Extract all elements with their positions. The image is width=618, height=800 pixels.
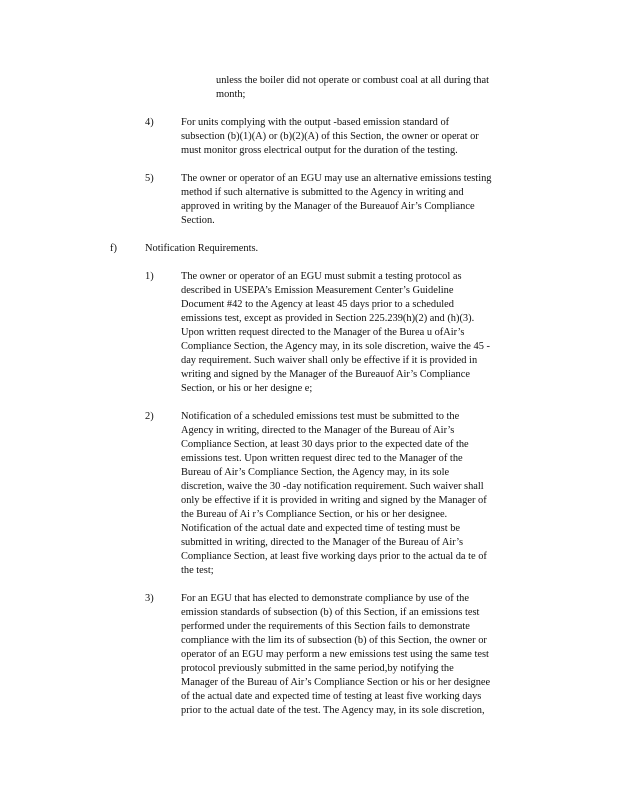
text-line: day requirement. Such waiver shall only be effective if it is provided in [181, 355, 478, 366]
text-line: Compliance Section, the Agency may, in its sole discretion, waive the 45 - [181, 341, 490, 352]
text-line: Section. [181, 215, 215, 226]
text-line: emissions test, except as provided in Section 225.239(h)(2) and (h)(3). [181, 313, 475, 324]
text-line: protocol previously submitted in the same period,by notifying the [181, 663, 454, 674]
text-line: Bureau of Air’s Compliance Section, the Agency may, in its sole [181, 467, 450, 478]
text-line: unless the boiler did not operate or combust coal at all during that [216, 75, 489, 86]
text-line: operator of an EGU may perform a new emissions test using the same test [181, 649, 489, 660]
text-line: method if such alternative is submitted to the Agency in writing and [181, 187, 464, 198]
text-line: subsection (b)(1)(A) or (b)(2)(A) of this Section, the owner or operat or [181, 131, 479, 142]
text-line: Upon written request directed to the Manager of the Burea u ofAir’s [181, 327, 465, 338]
text-line: The owner or operator of an EGU must submit a testing protocol as [181, 271, 462, 282]
text-line: discretion, waive the 30 -day notification requirement. Such waiver shall [181, 481, 484, 492]
text-line: Manager of the Bureau of Air’s Compliance Section or his or her designee [181, 677, 491, 688]
text-line: performed under the requirements of this Section fails to demonstrate [181, 621, 470, 632]
text-line: prior to the actual date of the test. The Agency may, in its sole discretion, [181, 705, 485, 716]
text-line: the test; [181, 565, 214, 576]
list-marker: 4) [145, 117, 154, 128]
text-line: Section, or his or her designe e; [181, 383, 313, 394]
text-line: approved in writing by the Manager of the Bureauof Air’s Compliance [181, 201, 475, 212]
text-line: submitted in writing, directed to the Manager of the Bureau of Air’s [181, 537, 464, 548]
list-marker: 2) [145, 411, 154, 422]
text-line: Notification of the actual date and expected time of testing must be [181, 523, 461, 534]
text-line: writing and signed by the Manager of the Bureauof Air’s Compliance [181, 369, 470, 380]
text-line: For units complying with the output -based emission standard of [181, 117, 450, 128]
text-line: must monitor gross electrical output for the duration of the testing. [181, 145, 458, 156]
text-line: the Bureau of Ai r’s Compliance Section, or his or her designee. [181, 509, 448, 520]
text-line: Document #42 to the Agency at least 45 days prior to a scheduled [181, 299, 454, 310]
text-line: Agency in writing, directed to the Manager of the Bureau of Air’s [181, 425, 455, 436]
list-marker: 5) [145, 173, 154, 184]
list-marker: 3) [145, 593, 154, 604]
text-line: Compliance Section, at least five working days prior to the actual da te of [181, 551, 487, 562]
text-line: described in USEPA’s Emission Measurement Center’s Guideline [181, 285, 454, 296]
section-heading: Notification Requirements. [145, 243, 259, 254]
text-line: emission standards of subsection (b) of this Section, if an emissions test [181, 607, 480, 618]
text-line: emissions test. Upon written request direc ted to the Manager of the [181, 453, 463, 464]
list-marker: 1) [145, 271, 154, 282]
text-line: Compliance Section, at least 30 days prior to the expected date of the [181, 439, 469, 450]
text-line: Notification of a scheduled emissions test must be submitted to the [181, 411, 460, 422]
text-line: compliance with the lim its of subsection (b) of this Section, the owner or [181, 635, 487, 646]
text-line: only be effective if it is provided in writing and signed by the Manager of [181, 495, 487, 506]
text-line: of the actual date and expected time of testing at least five working days [181, 691, 482, 702]
text-line: The owner or operator of an EGU may use an alternative emissions testing [181, 173, 492, 184]
text-line: For an EGU that has elected to demonstrate compliance by use of the [181, 593, 469, 604]
text-line: month; [216, 89, 246, 100]
section-marker: f) [110, 243, 117, 254]
